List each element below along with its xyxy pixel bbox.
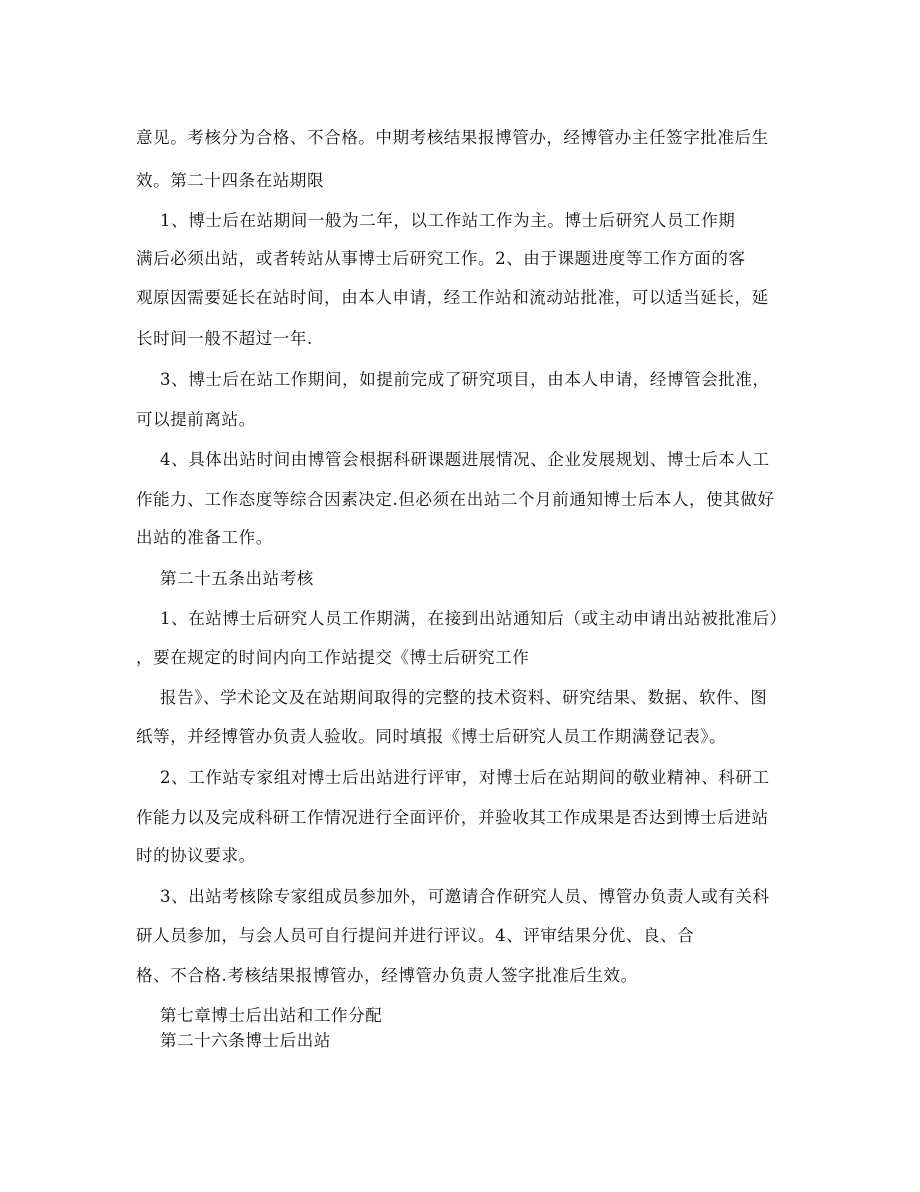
section-heading: 第二十六条博士后出站 bbox=[160, 1031, 331, 1050]
section-heading: 第二十五条出站考核 bbox=[160, 569, 314, 588]
text-line: 3、出站考核除专家组成员参加外，可邀请合作研究人员、博管办负责人或有关科 bbox=[160, 887, 770, 906]
text-line: 长时间一般不超过一年. bbox=[136, 329, 313, 348]
text-line: 2、工作站专家组对博士后出站进行评审，对博士后在站期间的敬业精神、科研工 bbox=[160, 768, 770, 787]
text-line: 研人员参加，与会人员可自行提问并进行评议。4、评审结果分优、良、合 bbox=[136, 926, 695, 945]
text-line: 满后必须出站，或者转站从事博士后研究工作。2、由于课题进度等工作方面的客 bbox=[136, 249, 746, 268]
text-line: 格、不合格.考核结果报博管办，经博管办负责人签字批准后生效。 bbox=[136, 966, 638, 985]
text-line: 报告》、学术论文及在站期间取得的完整的技术资料、研究结果、数据、软件、图 bbox=[160, 688, 768, 707]
text-line: 效。第二十四条在站期限 bbox=[136, 171, 325, 190]
text-line: 1、在站博士后研究人员工作期满，在接到出站通知后（或主动申请出站被批准后） bbox=[160, 609, 787, 628]
text-line: 时的协议要求。 bbox=[136, 846, 256, 865]
text-line: 可以提前离站。 bbox=[136, 410, 256, 429]
text-line: 作能力、工作态度等综合因素决定.但必须在出站二个月前通知博士后本人，使其做好 bbox=[136, 490, 775, 509]
text-line: 作能力以及完成科研工作情况进行全面评价，并验收其工作成果是否达到博士后进站 bbox=[136, 808, 769, 827]
text-line: 1、博士后在站期间一般为二年，以工作站工作为主。博士后研究人员工作期 bbox=[160, 211, 736, 230]
text-line: ，要在规定的时间内向工作站提交《博士后研究工作 bbox=[136, 648, 530, 667]
text-line: 3、博士后在站工作期间，如提前完成了研究项目，由本人申请，经博管会批准， bbox=[160, 370, 770, 389]
text-line: 意见。考核分为合格、不合格。中期考核结果报博管办，经博管办主任签字批准后生 bbox=[136, 128, 769, 147]
chapter-heading: 第七章博士后出站和工作分配 bbox=[160, 1006, 383, 1025]
text-line: 出站的准备工作。 bbox=[136, 528, 273, 547]
text-line: 纸等，并经博管办负责人验收。同时填报《博士后研究人员工作期满登记表》。 bbox=[136, 727, 727, 746]
text-line: 观原因需要延长在站时间，由本人申请，经工作站和流动站批准，可以适当延长，延 bbox=[136, 288, 769, 307]
text-line: 4、具体出站时间由博管会根据科研课题进展情况、企业发展规划、博士后本人工 bbox=[160, 450, 770, 469]
